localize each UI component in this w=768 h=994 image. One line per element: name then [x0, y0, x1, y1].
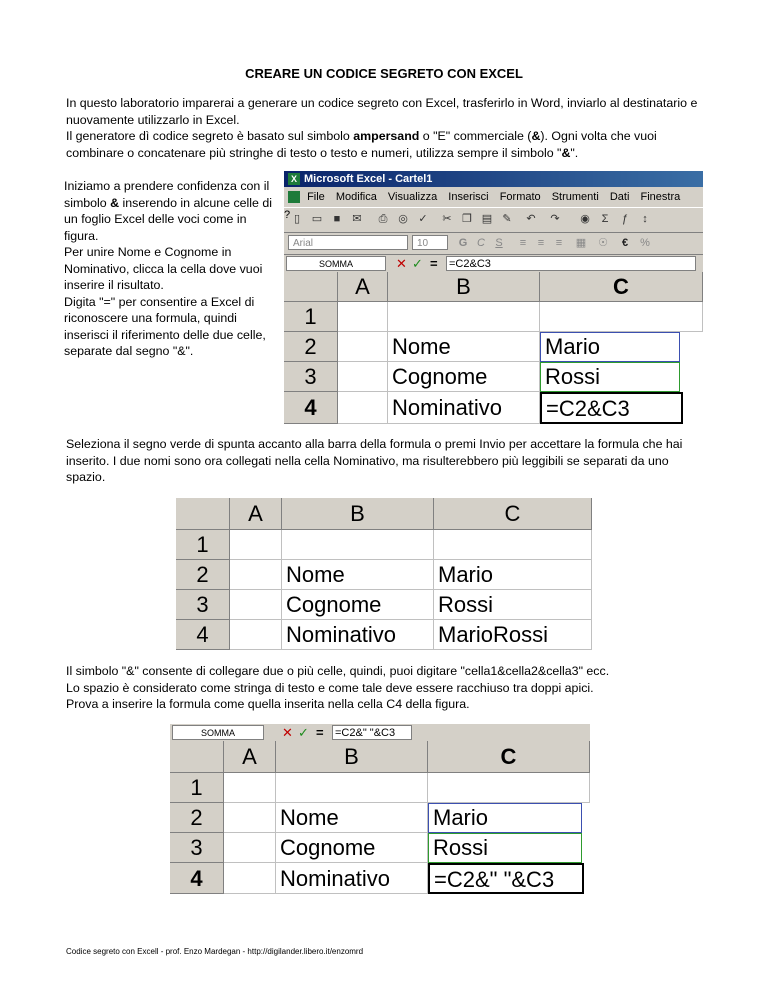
menu-inserisci[interactable]: Inserisci — [448, 191, 489, 203]
cell-b1[interactable] — [388, 302, 540, 332]
copy-icon[interactable]: ❐ — [462, 213, 472, 225]
grid3-cell-a3[interactable] — [224, 833, 276, 863]
intro-text-2g: ". — [570, 145, 579, 160]
grid3-cell-a4[interactable] — [224, 863, 276, 894]
cell-c2[interactable]: Mario — [540, 332, 680, 362]
grid3-cell-b2[interactable]: Nome — [276, 803, 428, 833]
cell-a3[interactable] — [338, 362, 388, 392]
menu-help[interactable]: ? — [284, 209, 291, 221]
merge-icon[interactable]: ▦ — [575, 237, 587, 249]
column-header-b[interactable]: B — [388, 272, 540, 302]
row-header-3[interactable]: 3 — [284, 362, 338, 392]
cell-c1[interactable] — [540, 302, 703, 332]
cell-a1[interactable] — [338, 302, 388, 332]
formula-text: =C2&C3 — [449, 258, 491, 270]
hyperlink-icon[interactable]: ◉ — [580, 213, 590, 225]
grid2-column-header-c[interactable]: C — [434, 498, 592, 530]
formatting-toolbar — [284, 232, 703, 255]
italic-icon[interactable]: C — [477, 237, 485, 249]
spelling-icon[interactable]: ✓ — [418, 213, 428, 225]
sort-icon[interactable]: ↕ — [642, 213, 648, 225]
cell-b4[interactable]: Nominativo — [388, 392, 540, 424]
side-text-c: inserendo in alcune celle di un foglio Excel delle voci come in figura. — [64, 195, 273, 243]
row-header-2[interactable]: 2 — [284, 332, 338, 362]
grid2-cell-c3[interactable]: Rossi — [434, 590, 592, 620]
side-text-a: Iniziamo a prendere confidenza con il simbolo — [64, 179, 270, 210]
preview-icon[interactable]: ◎ — [398, 213, 408, 225]
grid2-cell-b4[interactable]: Nominativo — [282, 620, 434, 650]
mail-icon[interactable]: ✉ — [352, 213, 362, 225]
intro-text-2c: o "E" commerciale ( — [419, 129, 532, 143]
print-icon[interactable]: ⎙ — [378, 213, 388, 225]
intro-text-2a: Il generatore dì codice segreto è basato sul simbolo — [66, 129, 354, 143]
grid3-cell-a2[interactable] — [224, 803, 276, 833]
row-header-4[interactable]: 4 — [284, 392, 338, 424]
grid3-corner[interactable] — [170, 741, 224, 773]
menu-file[interactable]: File — [307, 191, 325, 203]
align-right-icon[interactable]: ≡ — [555, 237, 563, 249]
name-box[interactable]: SOMMA — [286, 256, 386, 271]
confirm-check-icon-2[interactable]: ✓ — [298, 725, 309, 740]
intro-text-2e: ). Ogni volta che vuoi combinare o concatenare più stringhe di testo o testo e numeri, utilizza sempre il simbolo " — [66, 129, 657, 160]
autosum-icon[interactable]: Σ — [601, 213, 609, 225]
intro-bold-symbol-2: & — [561, 145, 571, 160]
confirm-check-icon[interactable]: ✓ — [412, 256, 423, 271]
grid2-row-header-2[interactable]: 2 — [176, 560, 230, 590]
excel-window-title: Microsoft Excel - Cartel1 — [304, 173, 433, 185]
open-folder-icon[interactable]: ▭ — [311, 213, 323, 225]
formula-input[interactable] — [446, 256, 696, 271]
cancel-icon[interactable]: ✕ — [396, 256, 407, 271]
grid2-cell-b1[interactable] — [282, 530, 434, 560]
grid2-cell-c2[interactable]: Mario — [434, 560, 592, 590]
redo-icon[interactable]: ↷ — [550, 213, 560, 225]
currency-icon[interactable]: ☉ — [598, 237, 608, 249]
grid2-cell-a4[interactable] — [230, 620, 282, 650]
column-header-c[interactable]: C — [540, 272, 703, 302]
grid3-row-header-4[interactable]: 4 — [170, 863, 224, 894]
spreadsheet-grid — [284, 272, 703, 424]
grid2-corner[interactable] — [176, 498, 230, 530]
cell-b3[interactable]: Cognome — [388, 362, 540, 392]
undo-icon[interactable]: ↶ — [526, 213, 536, 225]
grid3-column-header-c[interactable]: C — [428, 741, 590, 773]
cell-a2[interactable] — [338, 332, 388, 362]
cell-c3[interactable]: Rossi — [540, 362, 680, 392]
formula-bar-2 — [170, 724, 590, 741]
font-name-select[interactable]: Arial — [288, 235, 408, 250]
spreadsheet-grid-result — [176, 498, 592, 650]
grid2-column-header-b[interactable]: B — [282, 498, 434, 530]
menu-formato[interactable]: Formato — [499, 191, 541, 203]
paragraph-accept-formula: Seleziona il segno verde di spunta accanto alla barra della formula o premi Invio per accettare la formula che hai inserito. I due nomi sono ora collegati nella cella Nominativo, ma risulterebbero più leggibili se separati da uno spazio. — [66, 437, 683, 484]
excel-title-bar — [284, 171, 703, 187]
intro-bold-symbol: & — [531, 129, 541, 143]
cut-icon[interactable]: ✂ — [442, 213, 452, 225]
grid2-cell-c1[interactable] — [434, 530, 592, 560]
euro-icon[interactable]: € — [621, 237, 629, 249]
p4-line-1: Il simbolo "&" consente di collegare due o più celle, quindi, puoi digitare "cella1&cella2&cella3" ecc. — [66, 664, 610, 678]
formula-input-2[interactable] — [332, 725, 412, 740]
grid3-cell-c2[interactable]: Mario — [428, 803, 582, 833]
grid3-cell-b3[interactable]: Cognome — [276, 833, 428, 863]
cell-c4[interactable]: =C2&C3 — [540, 392, 683, 424]
p4-line-3: Prova a inserire la formula come quella inserita nella cella C4 della figura. — [66, 697, 470, 711]
grid2-row-header-3[interactable]: 3 — [176, 590, 230, 620]
underline-icon[interactable]: S — [495, 237, 503, 249]
grid-corner[interactable] — [284, 272, 338, 302]
grid2-cell-b3[interactable]: Cognome — [282, 590, 434, 620]
grid3-row-header-3[interactable]: 3 — [170, 833, 224, 863]
paragraph-space-string — [66, 663, 706, 713]
function-icon[interactable]: ƒ — [621, 213, 629, 225]
intro-paragraph — [66, 95, 706, 161]
page-title: CREARE UN CODICE SEGRETO CON EXCEL — [245, 66, 523, 81]
bold-icon[interactable]: G — [458, 237, 468, 249]
side-text-e: Digita "=" per consentire a Excel di riconoscere una formula, quindi inserisci il riferimento delle due celle, separate dal segno "&". — [64, 294, 266, 358]
excel-window-screenshot — [284, 171, 703, 424]
menu-finestra[interactable]: Finestra — [640, 191, 681, 203]
grid3-cell-c3[interactable]: Rossi — [428, 833, 582, 863]
grid3-column-header-a[interactable]: A — [224, 741, 276, 773]
standard-toolbar — [284, 207, 703, 233]
intro-bold-ampersand: ampersand — [353, 129, 420, 143]
excel-formula-screenshot — [170, 724, 590, 894]
paste-icon[interactable]: ▤ — [481, 213, 493, 225]
name-box-2[interactable]: SOMMA — [172, 725, 264, 740]
grid2-cell-a3[interactable] — [230, 590, 282, 620]
menu-visualizza[interactable]: Visualizza — [387, 191, 438, 203]
grid3-cell-c4[interactable]: =C2&" "&C3 — [428, 863, 584, 894]
cell-a4[interactable] — [338, 392, 388, 424]
grid3-cell-b4[interactable]: Nominativo — [276, 863, 428, 894]
menu-dati[interactable]: Dati — [609, 191, 630, 203]
grid2-cell-a2[interactable] — [230, 560, 282, 590]
cell-b2[interactable]: Nome — [388, 332, 540, 362]
grid3-column-header-b[interactable]: B — [276, 741, 428, 773]
spreadsheet-grid-formula — [170, 741, 590, 894]
row-header-1[interactable]: 1 — [284, 302, 338, 332]
equals-icon-2[interactable]: = — [316, 725, 324, 740]
equals-icon[interactable]: = — [430, 256, 438, 271]
align-left-icon[interactable]: ≡ — [519, 237, 527, 249]
cancel-icon-2[interactable]: ✕ — [282, 725, 293, 740]
grid2-cell-c4[interactable]: MarioRossi — [434, 620, 592, 650]
format-painter-icon[interactable]: ✎ — [502, 213, 512, 225]
formula-text-2: =C2&" "&C3 — [335, 727, 396, 739]
excel-doc-icon — [288, 191, 300, 203]
column-header-a[interactable]: A — [338, 272, 388, 302]
grid3-cell-a1[interactable] — [224, 773, 276, 803]
new-file-icon[interactable]: ▯ — [293, 213, 301, 225]
align-center-icon[interactable]: ≡ — [537, 237, 545, 249]
grid3-cell-b1[interactable] — [276, 773, 428, 803]
save-icon[interactable]: ■ — [333, 213, 341, 225]
grid2-row-header-4[interactable]: 4 — [176, 620, 230, 650]
formula-bar — [284, 255, 703, 272]
side-instructions — [64, 178, 274, 360]
menu-modifica[interactable]: Modifica — [335, 191, 377, 203]
page-footer: Codice segreto con Excell - prof. Enzo Mardegan - http://digilander.libero.it/enzomrd — [66, 947, 364, 956]
excel-logo-icon: X — [288, 173, 300, 185]
grid2-cell-b2[interactable]: Nome — [282, 560, 434, 590]
font-size-select[interactable]: 10 — [412, 235, 448, 250]
excel-menu-bar — [284, 188, 703, 221]
grid2-row-header-1[interactable]: 1 — [176, 530, 230, 560]
side-bold-symbol: & — [110, 195, 120, 210]
grid2-column-header-a[interactable]: A — [230, 498, 282, 530]
percent-icon[interactable]: % — [640, 237, 650, 249]
menu-strumenti[interactable]: Strumenti — [551, 191, 599, 203]
grid3-cell-c1[interactable] — [428, 773, 590, 803]
intro-text-1: In questo laboratorio imparerai a generare un codice segreto con Excel, trasferirlo in Word, inviarlo al destinatario e nuovamente utilizzarlo in Excel. — [66, 96, 698, 127]
grid3-row-header-1[interactable]: 1 — [170, 773, 224, 803]
grid3-row-header-2[interactable]: 2 — [170, 803, 224, 833]
side-text-d: Per unire Nome e Cognome in Nominativo, clicca la cella dove vuoi inserire il risultato. — [64, 245, 263, 292]
p4-line-2: Lo spazio è considerato come stringa di testo e come tale deve essere racchiuso tra doppi apici. — [66, 680, 594, 695]
grid2-cell-a1[interactable] — [230, 530, 282, 560]
